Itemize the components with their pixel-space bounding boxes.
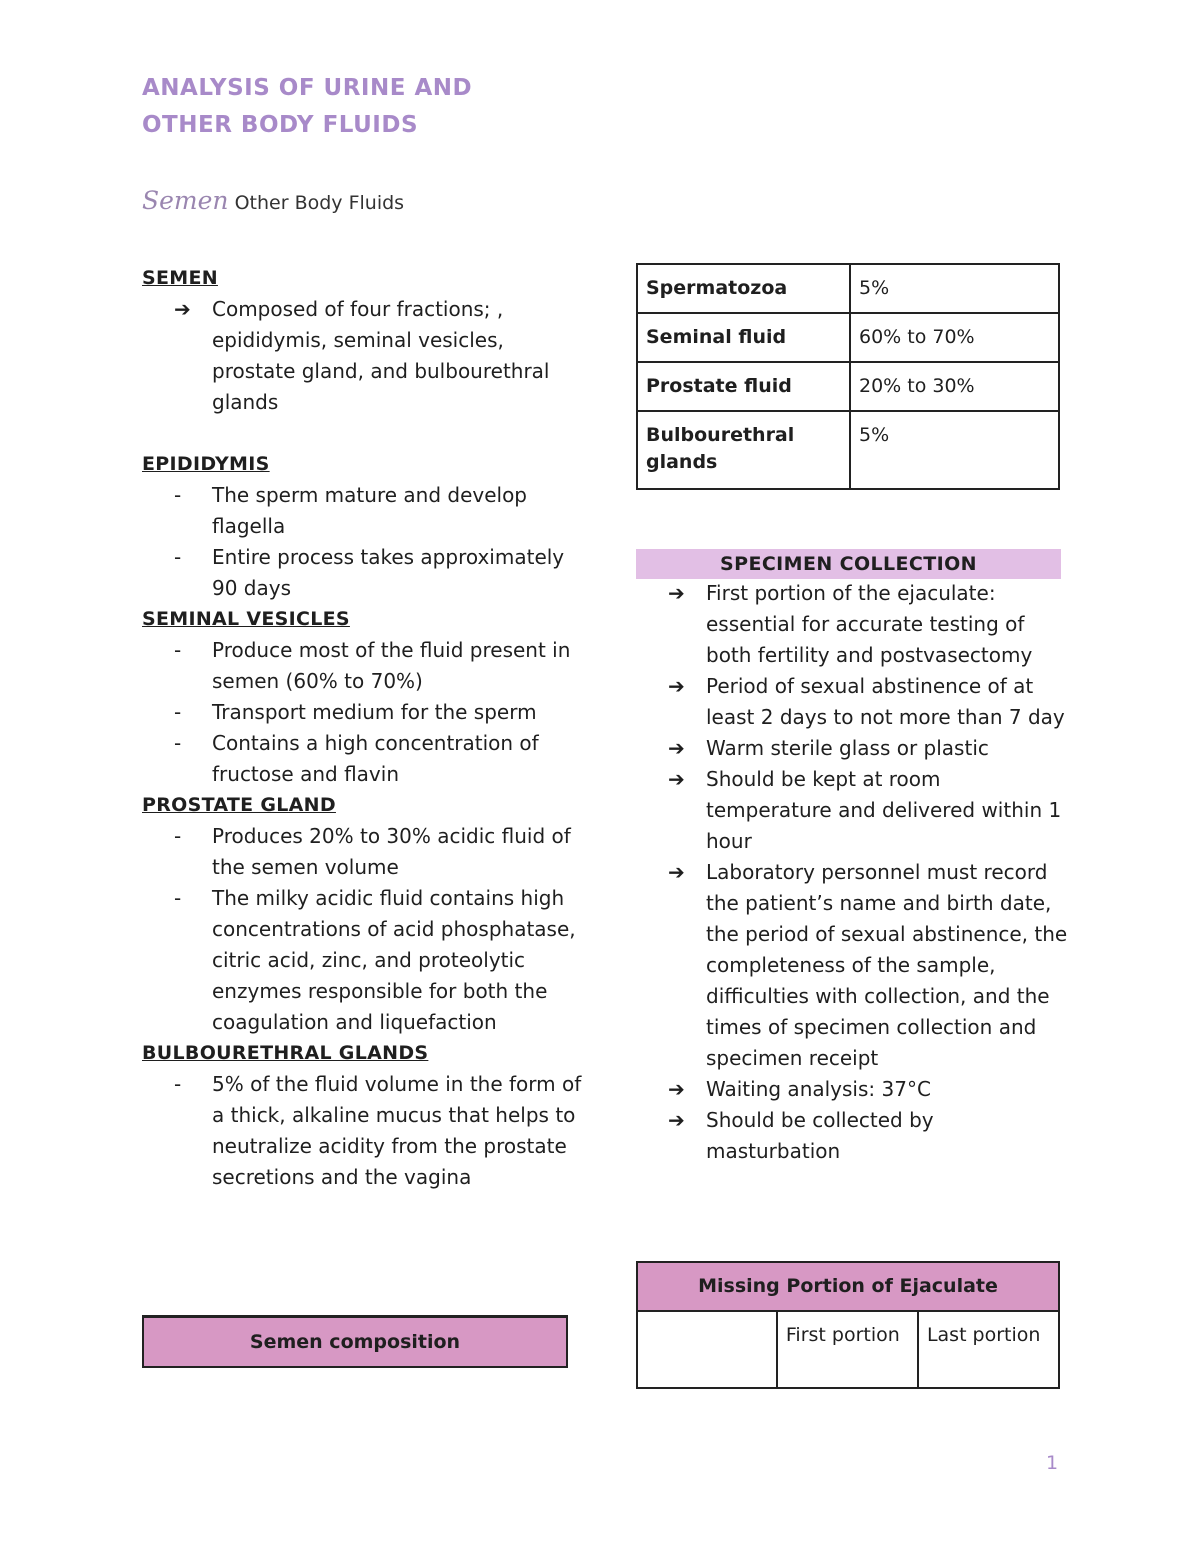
table-cell-empty <box>637 1311 777 1388</box>
table-header: Missing Portion of Ejaculate <box>637 1262 1059 1311</box>
arrow-icon: ➔ <box>668 674 685 698</box>
dash-icon: - <box>174 638 182 662</box>
list-item: - Produce most of the fluid present in semen (60% to 70%) <box>142 635 582 697</box>
dash-icon: - <box>174 731 182 755</box>
list-item: - Produces 20% to 30% acidic fluid of the semen volume <box>142 821 582 883</box>
specimen-list <box>668 578 1068 1167</box>
arrow-icon: ➔ <box>668 1077 685 1101</box>
list-item: - Contains a high concentration of fructose and flavin <box>142 728 582 790</box>
table-cell-value: 60% to 70% <box>850 313 1059 362</box>
table-row <box>637 313 1059 362</box>
list-item: - The milky acidic fluid contains high concentrations of acid phosphatase, citric acid, zinc, and proteolytic enzymes responsible for both the coagulation and liquefaction <box>142 883 582 1038</box>
prostate-gland-list <box>142 821 582 1038</box>
left-column <box>142 263 582 1193</box>
title-line-2: OTHER BODY FLUIDS <box>142 112 419 138</box>
list-item: ➔ Should be kept at room temperature and delivered within 1 hour <box>668 764 1068 857</box>
table-row <box>637 411 1059 489</box>
arrow-icon: ➔ <box>174 297 191 321</box>
list-item: - Transport medium for the sperm <box>142 697 582 728</box>
list-item: ➔ Composed of four fractions; , epididymis, seminal vesicles, prostate gland, and bulbourethral glands <box>142 294 582 418</box>
table-cell-last-portion: Last portion <box>918 1311 1059 1388</box>
semen-composition-box: Semen composition <box>142 1315 568 1368</box>
table-cell-label: Prostate fluid <box>637 362 850 411</box>
list-item: - The sperm mature and develop flagella <box>142 480 582 542</box>
arrow-icon: ➔ <box>668 581 685 605</box>
arrow-icon: ➔ <box>668 1108 685 1132</box>
table-cell-label: Spermatozoa <box>637 264 850 313</box>
table-cell-first-portion: First portion <box>777 1311 918 1388</box>
dash-icon: - <box>174 700 182 724</box>
table-cell-value: 5% <box>850 264 1059 313</box>
dash-icon: - <box>174 1072 182 1096</box>
composition-table <box>636 263 1060 490</box>
table-row <box>637 1311 1059 1388</box>
list-item: - Entire process takes approximately 90 days <box>142 542 582 604</box>
list-item: ➔ Period of sexual abstinence of at least 2 days to not more than 7 day <box>668 671 1068 733</box>
table-cell-label: Seminal fluid <box>637 313 850 362</box>
dash-icon: - <box>174 483 182 507</box>
table-cell-value: 5% <box>850 411 1059 489</box>
heading-epididymis: EPIDIDYMIS <box>142 453 270 475</box>
page-number: 1 <box>1046 1452 1059 1474</box>
list-item: ➔ Should be collected by masturbation <box>668 1105 1068 1167</box>
title-line-1: ANALYSIS OF URINE AND <box>142 75 473 101</box>
list-item: ➔ Laboratory personnel must record the patient’s name and birth date, the period of sexual abstinence, the completeness of the sample, difficulties with collection, and the times of specimen collection and specimen receipt <box>668 857 1068 1074</box>
semen-list <box>142 294 582 418</box>
table-cell-value: 20% to 30% <box>850 362 1059 411</box>
specimen-list-column <box>668 578 1068 1167</box>
subtitle-script: Semen <box>142 186 229 215</box>
heading-seminal-vesicles: SEMINAL VESICLES <box>142 608 350 630</box>
dash-icon: - <box>174 886 182 910</box>
document-title <box>142 70 472 144</box>
dash-icon: - <box>174 824 182 848</box>
bulbourethral-list <box>142 1069 582 1193</box>
list-item: ➔ Warm sterile glass or plastic <box>668 733 1068 764</box>
arrow-icon: ➔ <box>668 736 685 760</box>
table-cell-label: Bulbourethral glands <box>637 411 850 489</box>
epididymis-list <box>142 480 582 604</box>
heading-semen: SEMEN <box>142 267 218 289</box>
heading-bulbourethral-glands: BULBOURETHRAL GLANDS <box>142 1042 429 1064</box>
missing-portion-table <box>636 1261 1060 1389</box>
table-header-row <box>637 1262 1059 1311</box>
specimen-collection-heading: SPECIMEN COLLECTION <box>636 549 1061 579</box>
table-row <box>637 362 1059 411</box>
heading-prostate-gland: PROSTATE GLAND <box>142 794 336 816</box>
subtitle <box>142 186 404 215</box>
table-row <box>637 264 1059 313</box>
arrow-icon: ➔ <box>668 860 685 884</box>
subtitle-text: Other Body Fluids <box>234 192 405 214</box>
arrow-icon: ➔ <box>668 767 685 791</box>
list-item: ➔ Waiting analysis: 37°C <box>668 1074 1068 1105</box>
dash-icon: - <box>174 545 182 569</box>
list-item: - 5% of the fluid volume in the form of a thick, alkaline mucus that helps to neutralize acidity from the prostate secretions and the vagina <box>142 1069 582 1193</box>
list-item: ➔ First portion of the ejaculate: essential for accurate testing of both fertility and postvasectomy <box>668 578 1068 671</box>
seminal-vesicles-list <box>142 635 582 790</box>
